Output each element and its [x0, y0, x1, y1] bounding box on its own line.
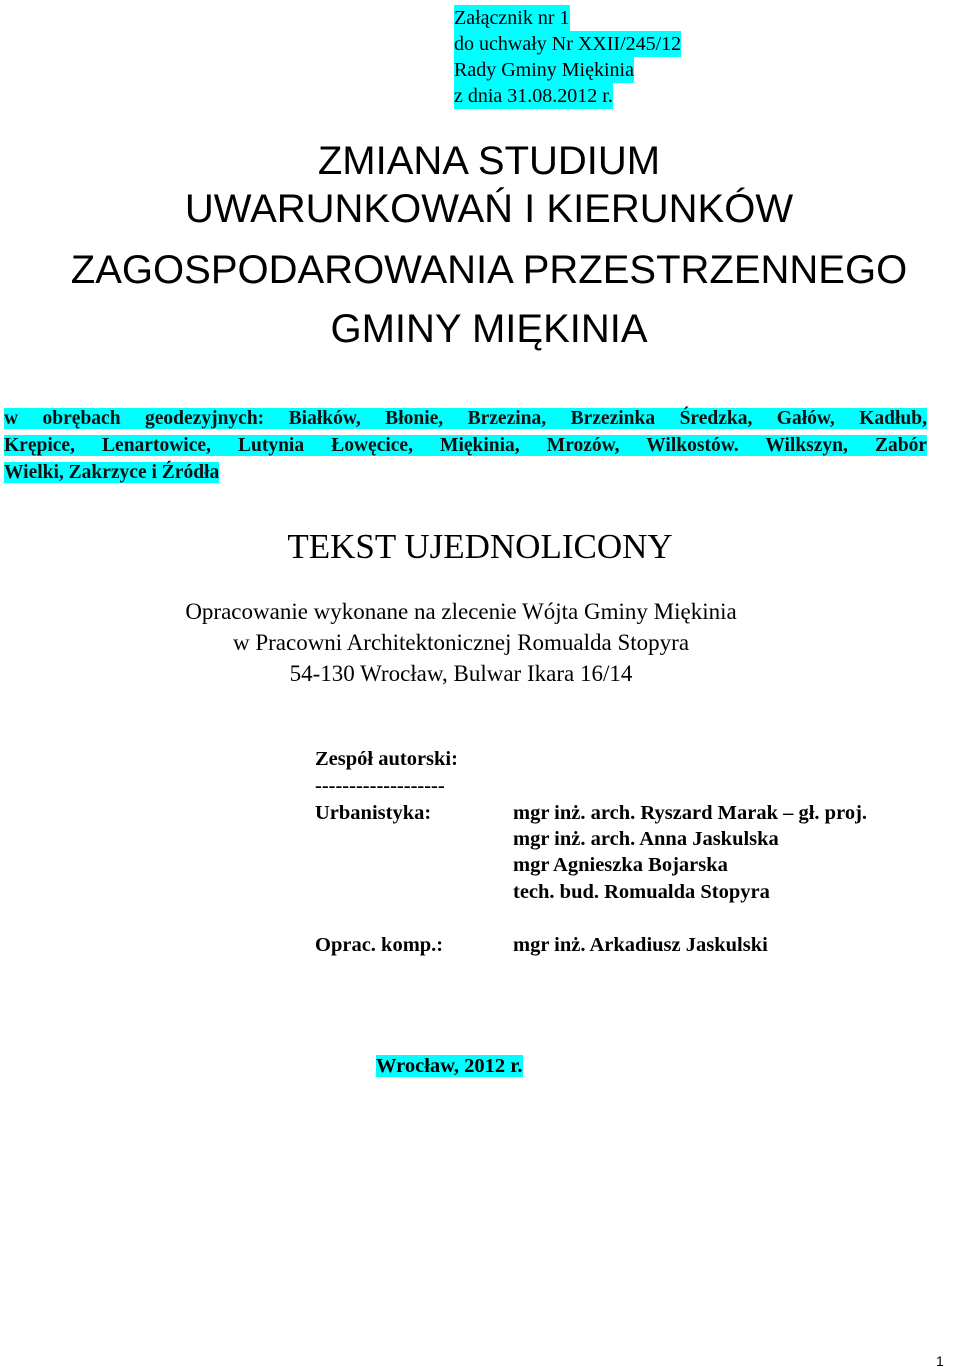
annex-line-4: z dnia 31.08.2012 r.: [454, 85, 613, 107]
annex-line-2: do uchwały Nr XXII/245/12: [454, 33, 682, 55]
title-line-1: ZMIANA STUDIUM: [317, 139, 661, 183]
annex-line-1: Załącznik nr 1: [454, 7, 570, 29]
team-separator: -------------------: [315, 775, 445, 797]
urban-member: mgr inż. arch. Ryszard Marak – gł. proj.: [513, 802, 868, 824]
areas-line-3: Wielki, Zakrzyce i Źródła: [4, 462, 220, 483]
title-line-4: GMINY MIĘKINIA: [330, 307, 648, 351]
team-heading: Zespół autorski:: [315, 748, 458, 770]
unified-text-heading: TEKST UJEDNOLICONY: [287, 527, 673, 566]
title-line-2: UWARUNKOWAŃ I KIERUNKÓW: [184, 187, 794, 231]
urban-label: Urbanistyka:: [315, 802, 432, 824]
prepared-line-2: w Pracowni Architektonicznej Romualda Stopyra: [232, 630, 690, 655]
title-line-3: ZAGOSPODAROWANIA PRZESTRZENNEGO: [70, 248, 908, 292]
prepared-line-3: 54-130 Wrocław, Bulwar Ikara 16/14: [289, 661, 633, 686]
areas-line-2: Krępice, Lenartowice, Lutynia Łowęcice, Miękinia, Mrozów, Wilkostów. Wilkszyn, Zabór: [4, 435, 927, 456]
page-number: 1: [936, 1353, 944, 1369]
place-date-text: Wrocław, 2012 r.: [376, 1055, 523, 1077]
urban-member: mgr Agnieszka Bojarska: [513, 854, 728, 876]
place-date: [376, 1052, 523, 1080]
annex-block: [454, 5, 681, 109]
geodetic-areas: [4, 405, 927, 486]
annex-line-3: Rady Gminy Miękinia: [454, 59, 634, 81]
areas-line-1: w obrębach geodezyjnych: Białków, Błonie, Brzezina, Brzezinka Średzka, Gałów, Kadłub,: [4, 408, 927, 429]
urban-member: mgr inż. arch. Anna Jaskulska: [513, 828, 779, 850]
comp-member: mgr inż. Arkadiusz Jaskulski: [513, 934, 768, 956]
prepared-line-1: Opracowanie wykonane na zlecenie Wójta Gminy Miękinia: [185, 599, 737, 624]
comp-label: Oprac. komp.:: [315, 934, 444, 956]
urban-member: tech. bud. Romualda Stopyra: [513, 881, 770, 903]
